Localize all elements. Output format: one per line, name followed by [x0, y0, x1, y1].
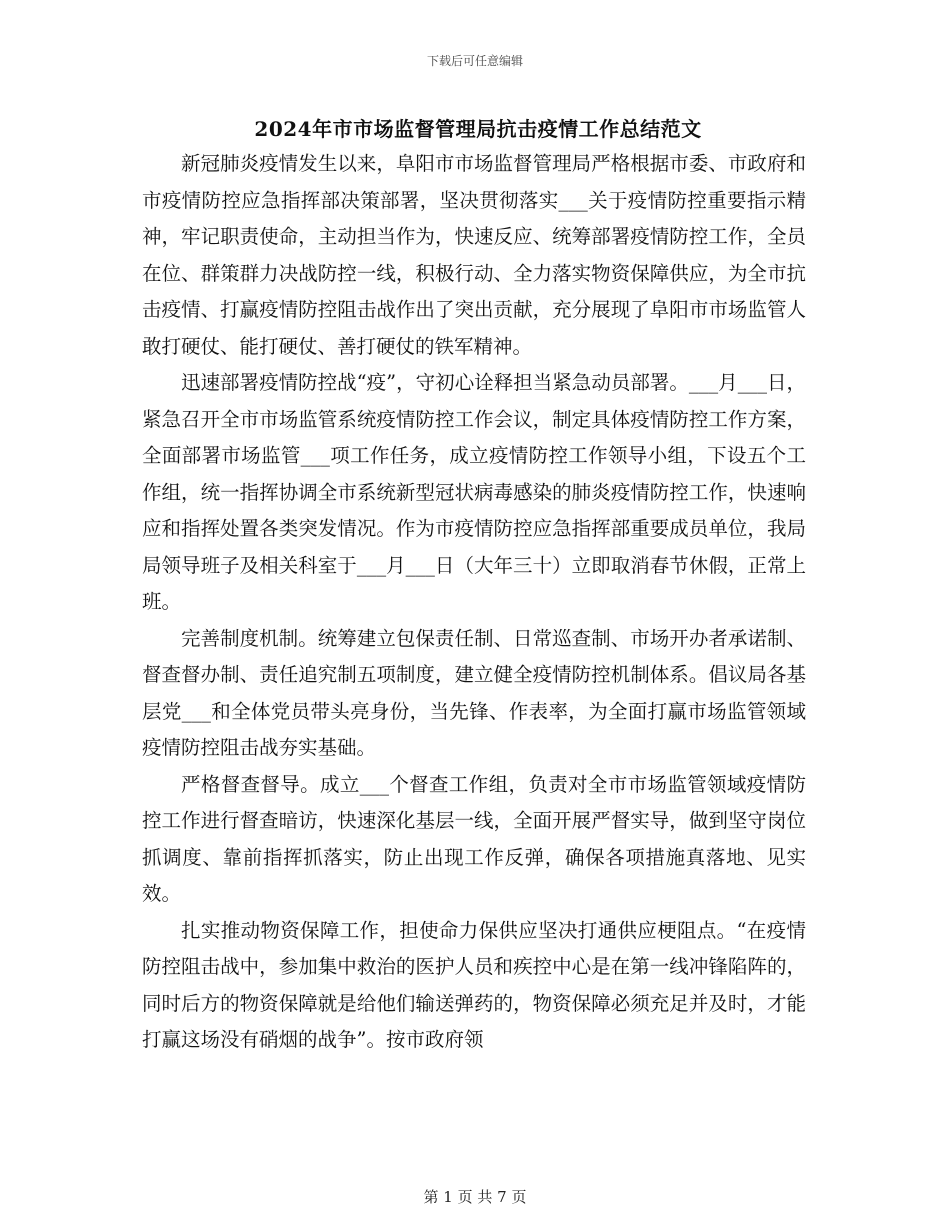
- document-title: 2024年市市场监督管理局抗击疫情工作总结范文: [254, 117, 702, 141]
- body-paragraph-1: 新冠肺炎疫情发生以来，阜阳市市场监督管理局严格根据市委、市政府和市疫情防控应急指挥部决策部署，坚决贯彻落实___关于疫情防控重要指示精神，牢记职责使命，主动担当作为，快速反应、统筹部署疫情防控工作，全员在位、群策群力决战防控一线，积极行动、全力落实物资保障供应，为全市抗击疫情、打赢疫情防控阻击战作出了突出贡献，充分展现了阜阳市市场监管人敢打硬仗、能打硬仗、善打硬仗的铁军精神。: [142, 152, 806, 358]
- page-number: 第 1 页 共 7 页: [423, 1188, 527, 1206]
- body-paragraph-4: 严格督查督导。成立___个督查工作组，负责对全市市场监管领域疫情防控工作进行督查暗访，快速深化基层一线，全面开展严督实导，做到坚守岗位抓调度、靠前指挥抓落实，防止出现工作反弹，确保各项措施真落地、见实效。: [142, 772, 806, 905]
- document-body: [142, 146, 806, 1059]
- body-paragraph-2: 迅速部署疫情防控战“疫”，守初心诠释担当紧急动员部署。___月___日，紧急召开全市市场监管系统疫情防控工作会议，制定具体疫情防控工作方案，全面部署市场监管___项工作任务，成立疫情防控工作领导小组，下设五个工作组，统一指挥协调全市系统新型冠状病毒感染的肺炎疫情防控工作，快速响应和指挥处置各类突发情况。作为市疫情防控应急指挥部重要成员单位，我局局领导班子及相关科室于___月___日（大年三十）立即取消春节休假，正常上班。: [142, 371, 806, 613]
- page-header-note: 下载后可任意编辑: [426, 54, 523, 68]
- body-paragraph-5: 扎实推动物资保障工作，担使命力保供应坚决打通供应梗阻点。“在疫情防控阻击战中，参加集中救治的医护人员和疾控中心是在第一线冲锋陷阵的，同时后方的物资保障就是给他们输送弹药的，物资保障必须充足并及时，才能打赢这场没有硝烟的战争”。按市政府领: [142, 918, 806, 1051]
- body-paragraph-3: 完善制度机制。统筹建立包保责任制、日常巡查制、市场开办者承诺制、督查督办制、责任追究制五项制度，建立健全疫情防控机制体系。倡议局各基层党___和全体党员带头亮身份，当先锋、作表率，为全面打赢市场监管领域疫情防控阻击战夯实基础。: [142, 626, 806, 759]
